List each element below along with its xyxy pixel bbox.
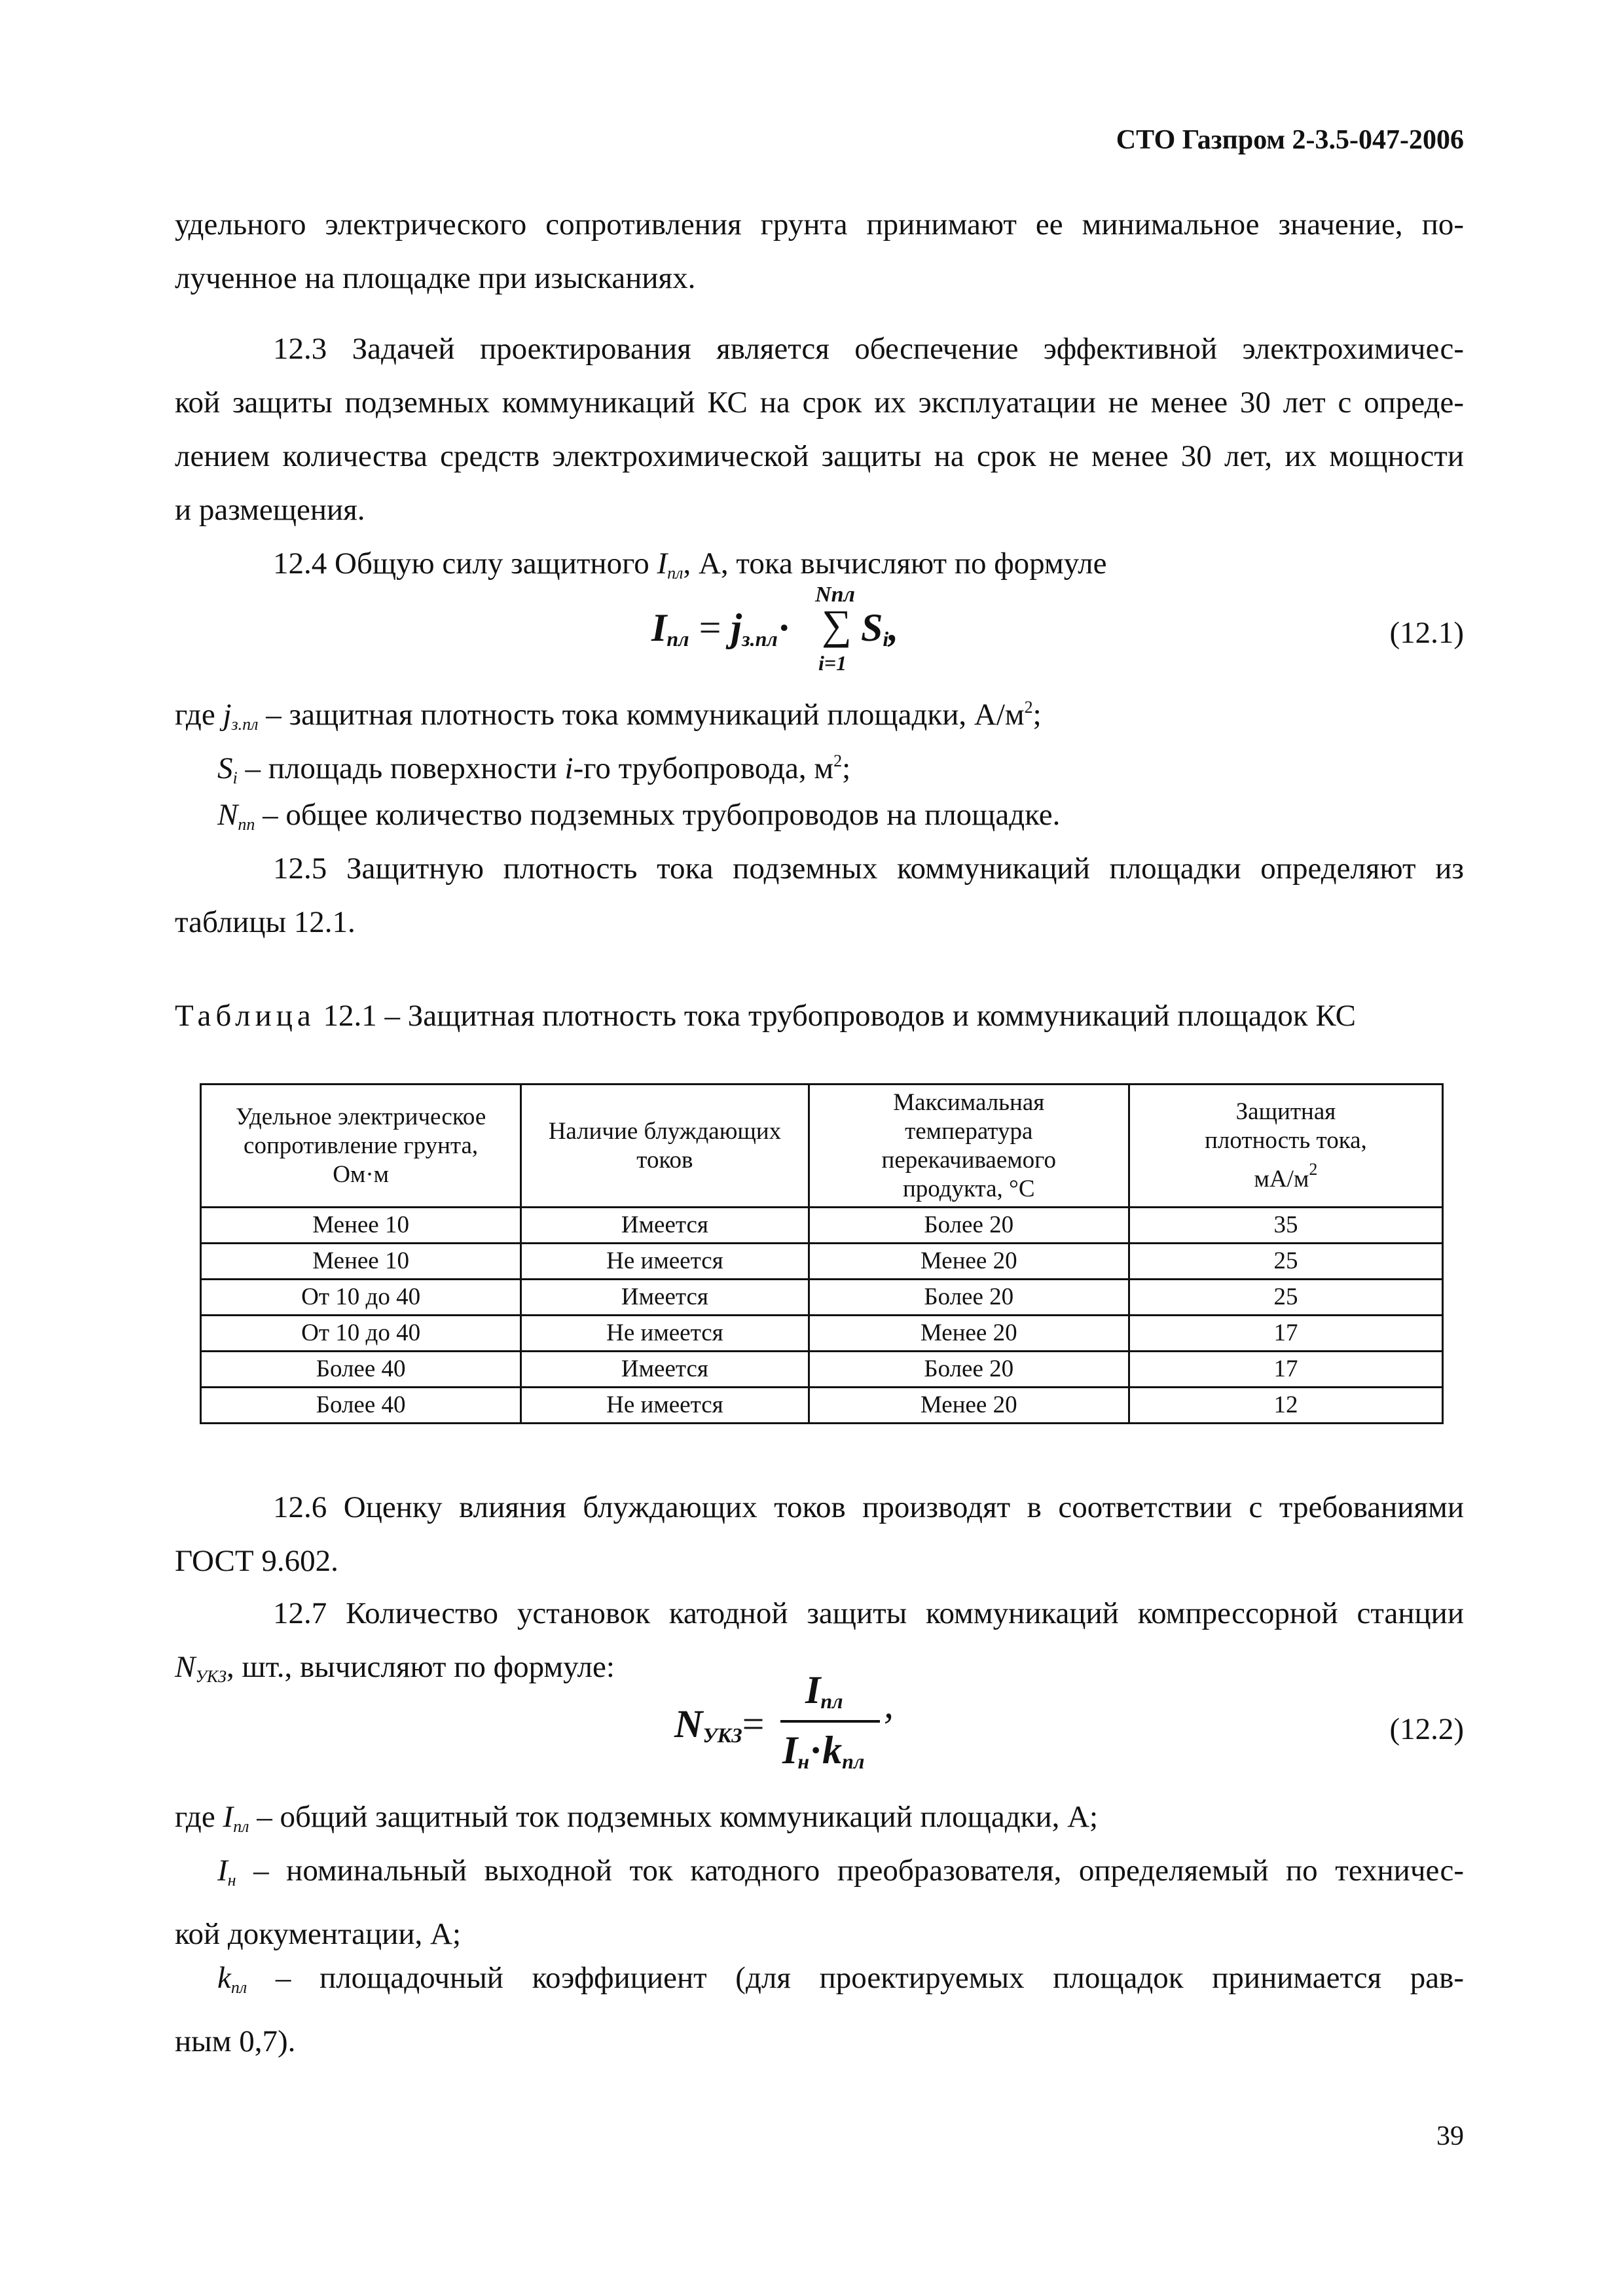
column-header: Наличие блуждающих токов — [521, 1085, 809, 1208]
table-row — [201, 1388, 1443, 1424]
equation-number: (12.2) — [1389, 1712, 1464, 1746]
table-row — [201, 1280, 1443, 1316]
table-cell: Более 20 — [809, 1280, 1129, 1316]
table-cell: 25 — [1129, 1280, 1442, 1316]
definition-i-n — [175, 1844, 1464, 1961]
paragraph-line: 12.7 Количество установок катодной защиты коммуникаций компрессорной станции — [273, 1596, 1464, 1630]
table-cell: 17 — [1129, 1316, 1442, 1352]
paragraph-line: кой документации, А; — [175, 1917, 461, 1951]
paragraph-line: лученное на площадке при изысканиях. — [175, 261, 696, 295]
paragraph-line: 12.5 Защитную плотность тока подземных коммуникаций площадки определяют из — [273, 852, 1464, 886]
column-header: Защитная плотность тока, $мА/м^2$ — [1129, 1085, 1442, 1208]
paragraph-line: $I_н$ – номинальный выходной ток катодного преобразователя, определяемый по техничес- — [217, 1854, 1464, 1890]
table-cell: Менее 10 — [201, 1208, 521, 1244]
table-cell: Не имеется — [521, 1388, 809, 1424]
table-cell: Более 20 — [809, 1352, 1129, 1388]
table-cell: Имеется — [521, 1352, 809, 1388]
document-header: СТО Газпром 2-3.5-047-2006 — [1116, 125, 1464, 155]
table-row — [201, 1316, 1443, 1352]
table-row — [201, 1208, 1443, 1244]
paragraph-line: и размещения. — [175, 493, 365, 527]
paragraph-12-6 — [175, 1480, 1464, 1588]
definition-j: где $j_{з.пл}$ – защитная плотность тока коммуникаций площадки, $А/м^2$; — [175, 698, 1042, 734]
table-cell: 17 — [1129, 1352, 1442, 1388]
paragraph-line: ным 0,7). — [175, 2024, 296, 2058]
table-cell: 12 — [1129, 1388, 1442, 1424]
table-12-1 — [200, 1083, 1444, 1424]
paragraph-line: лением количества средств электрохимической защиты на срок не менее 30 лет, их мощности — [175, 439, 1464, 473]
table-row — [201, 1352, 1443, 1388]
definition-k-pl — [175, 1951, 1464, 2068]
table-cell: Менее 10 — [201, 1244, 521, 1280]
paragraph-12-4: 12.4 Общую силу защитного $I_{пл}$, А, тока вычисляют по формуле — [273, 547, 1107, 583]
table-cell: Менее 20 — [809, 1316, 1129, 1352]
paragraph-12-3 — [175, 322, 1464, 537]
table-cell: Менее 20 — [809, 1244, 1129, 1280]
table-cell: От 10 до 40 — [201, 1280, 521, 1316]
paragraph-line: таблицы 12.1. — [175, 905, 356, 939]
fraction-bar — [780, 1720, 880, 1723]
definition-i-pl: где $I_{пл}$ – общий защитный ток подземных коммуникаций площадки, А; — [175, 1800, 1099, 1836]
page-number: 39 — [1436, 2121, 1464, 2151]
definition-s: $S_i$ – площадь поверхности i-го трубопровода, $м^2$; — [217, 751, 851, 787]
paragraph-line: ГОСТ 9.602. — [175, 1544, 338, 1578]
paragraph-12-7 — [175, 1587, 1464, 1640]
sum-sign: ∑ — [822, 601, 852, 648]
table-cell: Более 40 — [201, 1352, 521, 1388]
table-cell: От 10 до 40 — [201, 1316, 521, 1352]
column-header: Удельное электрическое сопротивление грунта, Ом·м — [201, 1085, 521, 1208]
table-cell: Имеется — [521, 1208, 809, 1244]
paragraph-12-7-line-2: $N_{УКЗ}$, шт., вычисляют по формуле: — [175, 1650, 615, 1686]
table-cell: Не имеется — [521, 1244, 809, 1280]
equation-number: (12.1) — [1389, 616, 1464, 650]
table-cell: Более 20 — [809, 1208, 1129, 1244]
paragraph-continuation — [175, 198, 1464, 305]
table-cell: 35 — [1129, 1208, 1442, 1244]
table-cell: 25 — [1129, 1244, 1442, 1280]
paragraph-line: $k_{пл}$ – площадочный коэффициент (для проектируемых площадок принимается рав- — [217, 1961, 1464, 1997]
paragraph-12-5 — [175, 842, 1464, 949]
document-page: СТО Газпром 2-3.5-047-2006 удельного электрического сопротивления грунта принимают ее минимальное значение, по- лученное на площадке при изысканиях. 12.3 Задачей проектирования является обеспечение эффективной электрохимичес- кой защиты подземных коммуникаций КС на срок их эксплуатации не менее 30 лет с опреде- лением количества средств электрохимической защиты на срок не менее 30 лет, их мощности и размещения. 12.4 Общую силу защитного $I_{пл}$, А, тока вычисляют по формуле $I_{пл} = j_{з.пл}\cdot$ Nпл ∑ i=1 $S_i$, (12.1) где $j_{з.пл}$ – защитная плотность тока коммуникаций площадки, $А/м^2$; $S_i$ – площадь поверхности i-го трубопровода, $м^2$; $N_{пп}$ – общее количество подземных трубопроводов на площадке. 12.5 Защитную плотность тока подземных коммуникаций площадки определяют из таблицы 12.1. Таблица 12.1 – Защитная плотность тока трубопроводов и коммуникаций площадок КС Удельное электрическое сопротивление грунта, Ом·м Наличие блуждающих токов Максимальная температура перекачиваемого продукта, °С Защитная плотность тока, $мА/м^2$ Менее 10 Имеется Более 20 35 Менее 10 Не имеется Менее 20 25 От 10 до 40 Имеется Более 20 25 От 10 до 40 Не имеется Менее 20 17 Более 40 Имеется Более 20 17 Более 40 Не имеется Менее 20 12 12.6 Оценку влияния блуждающих токов производят в соответствии с требованиями ГОСТ 9.602. 12.7 Количество установок катодной защиты коммуникаций компрессорной станции $N_{УКЗ}$, шт., вычисляют по формуле: $N_{УКЗ}=$ $I_{пл}$ $I_н\cdot k_{пл}$ , (12.2) где $I_{пл}$ – общий защитный ток подземных коммуникаций площадки, А; $I_н$ – номинальный выходной ток катодного преобразователя, определяемый по техничес- кой документации, А; $k_{пл}$ – площадочный коэффициент (для проектируемых площадок принимается рав- ным 0,7). 39 — [175, 125, 1464, 2151]
table-cell: Не имеется — [521, 1316, 809, 1352]
paragraph-line: удельного электрического сопротивления грунта принимают ее минимальное значение, по- — [175, 207, 1464, 242]
column-header: Максимальная температура перекачиваемого продукта, °С — [809, 1085, 1129, 1208]
definition-n: $N_{пп}$ – общее количество подземных трубопроводов на площадке. — [217, 798, 1061, 834]
paragraph-line: кой защиты подземных коммуникаций КС на срок их эксплуатации не менее 30 лет с опреде- — [175, 386, 1464, 420]
table-caption: Таблица 12.1 – Защитная плотность тока трубопроводов и коммуникаций площадок КС — [175, 999, 1356, 1033]
paragraph-line: 12.6 Оценку влияния блуждающих токов производят в соответствии с требованиями — [273, 1490, 1464, 1524]
table-row — [201, 1244, 1443, 1280]
table-cell: Более 40 — [201, 1388, 521, 1424]
table-header-row — [201, 1085, 1443, 1208]
paragraph-line: 12.3 Задачей проектирования является обеспечение эффективной электрохимичес- — [273, 332, 1464, 366]
table-cell: Имеется — [521, 1280, 809, 1316]
table-cell: Менее 20 — [809, 1388, 1129, 1424]
